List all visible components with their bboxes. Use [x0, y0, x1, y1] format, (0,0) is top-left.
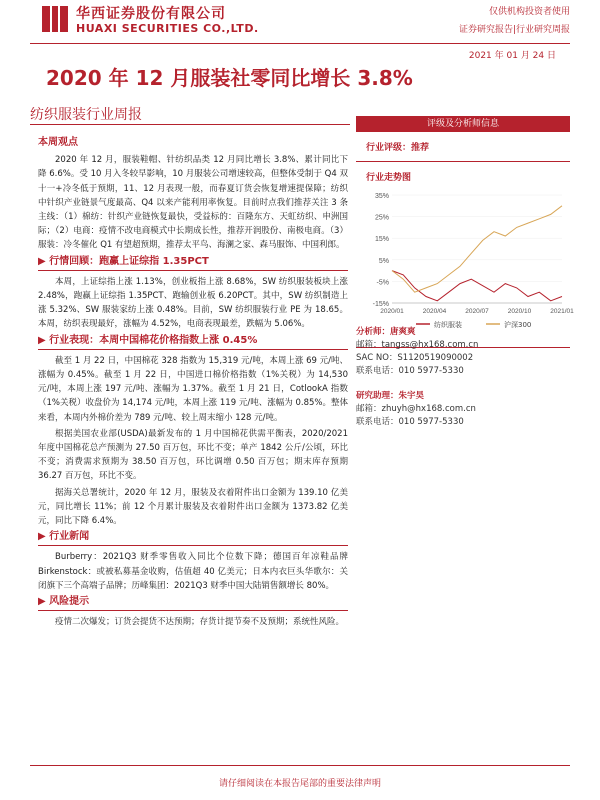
analyst-1-sac: SAC NO：S1120519090002	[356, 353, 474, 363]
report-type: 证券研究报告|行业研究周报	[458, 25, 570, 35]
side-panel	[356, 116, 574, 348]
section-heading-industry: ▶ 行业表现：本周中国棉花价格指数上涨 0.45%	[38, 334, 348, 350]
paragraph-risk: 疫情二次爆发；订货会提货不达预期；存货计提节奏不及预期；系统性风险。	[55, 617, 345, 628]
legend-label-1: 沪深300	[504, 321, 532, 329]
y-tick-label: 25%	[374, 214, 389, 222]
analyst-1-name: 分析师：唐爽爽	[356, 327, 416, 337]
y-tick-label: 35%	[374, 193, 389, 200]
y-tick-label: -5%	[376, 279, 389, 287]
report-title: 2020 年 12 月服装社零同比增长 3.8%	[46, 66, 413, 90]
section-heading-view: 本周观点	[38, 137, 78, 148]
trend-chart-wrap	[356, 185, 574, 339]
x-tick-label: 2020/07	[465, 308, 489, 315]
analyst-2-tel: 联系电话：010 5977-5330	[356, 417, 464, 427]
x-tick-label: 2020/10	[507, 308, 532, 315]
paragraph-industry-3: 据海关总署统计，2020 年 12 月，服装及衣着附件出口金额为 139.10 亿美元，同比增长 11%；前 12 个月累计服装及衣着附件出口金额为 1373.82 亿美元，同比下降 6.4%。	[38, 487, 348, 527]
series-line-0	[392, 271, 562, 301]
x-tick-label: 2020/01	[380, 308, 404, 315]
paragraph-news: Burberry：2021Q3 财季零售收入同比个位数下降；德国百年凉鞋品牌 Birkenstock：或被私募基金收购，估值超 40 亿美元；日本内衣巨头华歌尔：关闭旗下三个高端子品牌；历峰集团：2021Q3 财季中国大陆销售额增长 80%。	[38, 552, 348, 591]
analyst-2-name: 研究助理：朱宇昊	[356, 391, 425, 401]
rating-divider	[356, 161, 570, 162]
series-line-1	[392, 206, 562, 292]
footer-divider	[30, 765, 570, 766]
section-heading-news-text: 行业新闻	[49, 531, 90, 543]
analyst-2-email: 邮箱：zhuyh@hx168.com.cn	[356, 404, 476, 414]
report-subtitle: 纺织服装行业周报	[30, 107, 142, 123]
section-heading-market-text: 行情回顾：跑赢上证综指 1.35PCT	[49, 255, 209, 267]
y-tick-label: 15%	[374, 236, 389, 244]
company-name-en: HUAXI SECURITIES CO.,LTD.	[76, 22, 259, 35]
section-heading-risk: ▶ 风险提示	[38, 595, 348, 611]
trend-label: 行业走势图	[366, 173, 412, 183]
y-tick-label: -15%	[372, 301, 389, 308]
paragraph-market: 本周，上证综指上涨 1.13%，创业板指上涨 8.68%，SW 纺织服装板块上涨 2.48%，跑赢上证综指 1.35PCT、跑输创业板 6.20PCT。其中，SW 纺织制造上涨 5.32%、SW 服装家纺上涨 0.48%。目前，SW 纺织服装行业 PE 为 18.65。本周，纺织表现最好，涨幅为 4.52%，电商表现最差，跌幅为 5.06%。	[38, 276, 348, 330]
industry-rating: 行业评级：推荐	[366, 143, 430, 153]
x-tick-label: 2020/04	[422, 308, 447, 315]
analyst-1-tel: 联系电话：010 5977-5330	[356, 366, 464, 376]
main-content	[38, 134, 348, 632]
analyst-info	[356, 326, 570, 429]
paragraph-view: 2020 年 12 月，服装鞋帽、针纺织品类 12 月同比增长 3.8%、累计同比下降 6.6%。受 10 月入冬较早影响，10 月服装公司增速较高，但整体受制于 Q4 双十一+冷冬低于预期，11、12 月表现一般，而春夏订货会恢复增速提保障；纺织中针织产业链景气度最高、Q4 以来产能利用率恢复。目前时点我们推荐关注 3 条主线：（1）棉纺：针织产业链恢复最快，受益标的：百隆东方、天虹纺织、申洲国际；（2）电商：疫情不改电商模式中长期成长性，推荐开润股份、南极电商。（3）服装：冷冬催化 Q1 有望超预期，推荐太平鸟、海澜之家、森马服饰、中国利郎。	[38, 155, 348, 251]
header-divider	[30, 43, 570, 44]
footer-note: 请仔细阅读在本报告尾部的重要法律声明	[218, 779, 381, 789]
audience-note: 仅供机构投资者使用	[488, 7, 570, 17]
huaxi-logo-icon	[40, 4, 70, 34]
report-date: 2021 年 01 月 24 日	[468, 51, 556, 61]
paragraph-industry-1: 截至 1 月 22 日，中国棉花 328 指数为 15,319 元/吨，本周上涨 69 元/吨、涨幅为 0.45%。截至 1 月 22 日，中国进口棉价格指数（1%关税）为 14,530 元/吨，本周上涨 197 元/吨、涨幅为 1.37%。截至 1 月 21 日，CotlookA 指数（1%关税）收盘价为 14,174 元/吨，本周上涨 119 元/吨、涨幅为 0.85%。整体来看，本周内外棉价差为 789 元/吨、较上周末缩小 128 元/吨。	[38, 355, 348, 423]
side-panel-header: 评级及分析师信息	[356, 116, 570, 132]
trend-chart	[356, 185, 574, 335]
company-name-cn: 华西证券股份有限公司	[76, 6, 226, 22]
analyst-1-email: 邮箱：tangss@hx168.com.cn	[356, 340, 479, 350]
y-tick-label: 5%	[378, 257, 389, 265]
section-heading-news: ▶ 行业新闻	[38, 530, 348, 546]
x-tick-label: 2021/01	[550, 308, 574, 315]
paragraph-industry-2: 根据美国农业部(USDA)最新发布的 1 月中国棉花供需平衡表，2020/2021 年度中国棉花总产预测为 27.50 百万包，环比不变；单产 1842 公斤/公顷，环比不变；消费需求预期为 38.50 百万包，环比调增 0.50 百万包；期末库存预期 36.27 百万包，环比不变。	[38, 428, 348, 482]
section-heading-industry-text: 行业表现：本周中国棉花价格指数上涨 0.45%	[49, 334, 258, 346]
section-heading-market: ▶ 行情回顾：跑赢上证综指 1.35PCT	[38, 255, 348, 271]
section-heading-risk-text: 风险提示	[49, 596, 90, 608]
page-header	[30, 0, 570, 46]
legend-label-0: 纺织服装	[434, 321, 462, 329]
subtitle-divider	[30, 124, 350, 125]
